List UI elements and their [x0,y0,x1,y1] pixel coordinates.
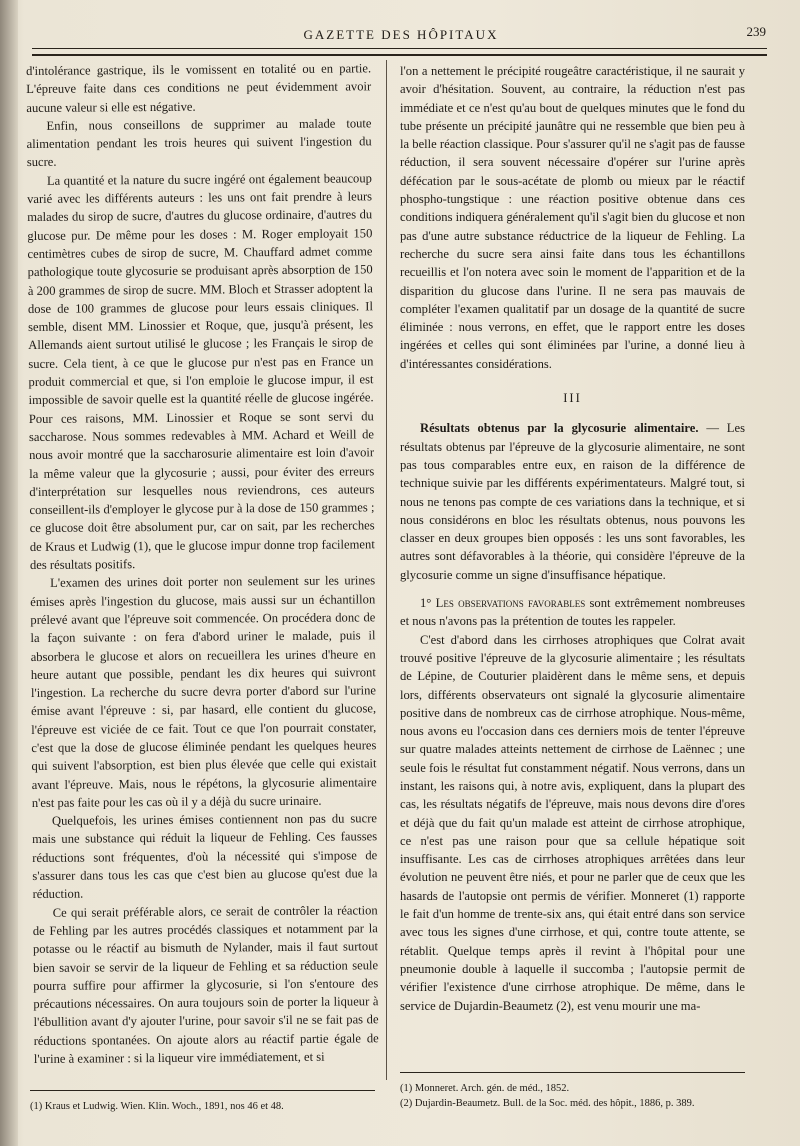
left-footnotes [30,1078,375,1114]
journal-title: GAZETTE DES HÔPITAUX [303,27,499,42]
running-head [30,24,772,46]
footnote: (1) Kraus et Ludwig. Wien. Klin. Woch., 1891, nos 46 et 48. [30,1101,284,1112]
footnote-rule [400,1072,745,1073]
section-number: III [563,391,582,406]
subsection-paragraph [400,594,745,631]
binding-shadow [0,0,18,1146]
section-paragraph [400,419,745,584]
section-heading: Résultats obtenus par la glycosurie alimentaire. [420,421,699,436]
subsection-text: sont extrêmement nombreuses et nous n'avons pas la prétention de toutes les rappeler. [400,596,745,629]
footnote: (1) Monneret. Arch. gén. de méd., 1852. [400,1083,570,1094]
footnote-rule [30,1090,375,1091]
paragraph: La quantité et la nature du sucre ingéré ont également beaucoup varié avec les différents auteurs : les uns ont fait prendre à leurs malades du sirop de sucre, d'autres du glucose ordinaire, d'autres du glucose pur. De même pour les doses : M. Roger employait 150 centimètres cubes de sirop de sucre, M. Chauffard admet comme pathologique toute glycosurie se produisant après absorption de 150 à 200 grammes de sirop de sucre. MM. Bloch et Strasser adoptent la dose de 100 grammes de glucose pour leurs essais cliniques. Il semble, disent MM. Linossier et Roque, que, jusqu'à présent, les Allemands aient surtout utilisé le glucose ; les Français le sirop de sucre. Cela tient, à ce que le glucose pur n'est pas en France un produit commercial et que, si l'on emploie le glucose impur, il est impossible de savoir quelle est la quantité réelle de glucose ingérée. Pour ces raisons, MM. Linossier et Roque se sont servi du saccharose. Nous sommes redevables à MM. Achard et Weill de nous avoir montré que la saccharosurie alimentaire est loin d'avoir la même valeur que la glycosurie ; aussi, pour éviter des erreurs d'interprétation sur lesquelles nous reviendrons, ces auteurs conseillent-ils d'employer le glycose pur à la dose de 150 grammes ; ce glucose doit être absolument pur, car on sait, par les recherches de Kraus et Ludwig (1), que le glucose impur donne trop facilement des résultats positifs. [27,171,375,572]
subsection-label: 1° Les observations favorables [420,596,586,611]
right-footnotes [400,1060,745,1111]
paragraph: C'est d'abord dans les cirrhoses atrophiques que Colrat avait trouvé positive l'épreuve de la glycosurie alimentaire ; les résultats de Lépine, de Couturier plaidèrent dans le même sens, et depuis lors, différents observateurs ont signalé la glycosurie alimentaire positive dans de nombreux cas de cirrhose atrophique. Nous-même, nous avons eu l'occasion dans ces derniers mois de tenter l'épreuve sur quatre malades atteints nettement de cirrhose de Laënnec ; une seule fois le résultat fut constamment négatif. Nous verrons, dans un instant, les raisons qui, à notre avis, expliquent, dans la plupart des cas, les résultats négatifs de l'épreuve, mais nous devons dire d'ores et déjà que du fait qu'un malade est atteint de cirrhose atrophique, ce n'est pas une raison pour que sa cellule hépatique soit insuffisante. Les cas de cirrhoses atrophiques arrêtées dans leur évolution ne peuvent être niés, et pour ne parler que de ceux que les hasards de l'autopsie ont permis de vérifier. Monneret (1) rapporte le fait d'un homme de trente-six ans, qui était entré dans son service avec tous les signes d'une cirrhose, et qui, contre toute attente, se rétablit. Quelque temps après il revint à l'hôpital pour une pneumonie double à laquelle il succomba ; l'autopsie permit de vérifier l'existence d'une cirrhose atrophique. De même, dans le service de Dujardin-Beaumetz (2), est venu mourir une ma- [400,632,745,1013]
column-divider [386,60,387,1080]
page-number: 239 [746,24,766,39]
paragraph: Ce qui serait préférable alors, ce serait de contrôler la réaction de Fehling par les autres procédés classiques et notamment par la potasse ou le réactif au bismuth de Nylander, mais il faut surtout bien savoir se servir de la liqueur de Fehling et sa réduction seule pourra suffire pour affirmer la glycosurie, si l'on s'entoure des précautions nécessaires. On aura toujours soin de porter la liqueur à l'ébullition avant d'y ajouter l'urine, pour savoir s'il ne se fait pas de réductions spontanées. On ajoute alors au réactif partie égale de l'urine à examiner : si la liqueur vire immédiatement, et si [32,902,379,1067]
paragraph: L'examen des urines doit porter non seulement sur les urines émises après l'ingestion du glucose, mais aussi sur un échantillon prélevé avant que l'épreuve soit commencée. On procédera donc de la façon suivante : on fera d'abord uriner le malade, puis il absorbera le glucose et alors on recueillera les urines d'heure en heure autant que possible, pendant les dix heures qui suivront l'ingestion. La recherche du sucre devra porter d'abord sur l'urine émise avant l'épreuve : si, par hasard, elle contient du glucose, l'épreuve est viciée de ce fait. Tout ce que l'on pourrait constater, c'est que la dose de glucose éliminée pendant les quelques heures qui suivent l'absorption, est bien plus élevée que celle qui existait avant l'épreuve. Mais, nous le répétons, la glycosurie alimentaire n'est pas faite pour les cas où il y a déjà du sucre urinaire. [30,573,377,810]
left-column [26,59,379,1068]
paragraph: Quelquefois, les urines émises contiennent non pas du sucre mais une substance qui réduit la liqueur de Fehling. Ces fausses réductions sont fréquentes, d'où la nécessité qui s'impose de s'assurer dans tous les cas que c'est bien au glucose qu'est due la réduction. [32,811,378,902]
header-rule-thick [32,54,767,56]
paragraph: l'on a nettement le précipité rougeâtre caractéristique, il ne saurait y avoir d'hésitation. Souvent, au contraire, la réduction n'est pas immédiate et ce n'est qu'au bout de quelques minutes que le fond du tube présente un précipité jaunâtre qui ne ressemble que bien peu à la belle réaction classique. Pour s'assurer qu'il ne s'agit pas de fausse réduction, il sera souvent nécessaire d'opérer sur l'urine après défécation par le sous-acétate de plomb ou mieux par le réactif phospho-tungstique : une réaction positive obtenue dans ces conditions indiquera généralement qu'il s'agit bien du glucose et non pas d'une autre substance réductrice de la liqueur de Fehling. La recherche du sucre sera ainsi faite dans tous les échantillons recueillis et l'on notera avec soin le moment de l'apparition et de la disparition du glucose dans l'urine. Il ne sera pas mauvais de compléter l'examen qualitatif par un dosage de la quantité de sucre éliminée : nous verrons, en effet, que le rapport entre les doses ingérées et celles qui sont éliminées par l'urine, a donné lieu à d'intéressantes considérations. [400,64,745,371]
header-rule-thin [32,48,767,49]
footnote: (2) Dujardin-Beaumetz. Bull. de la Soc. méd. des hôpit., 1886, p. 389. [400,1098,695,1109]
paragraph: d'intolérance gastrique, ils le vomissent en totalité ou en partie. L'épreuve faite dans ces conditions ne peut évidemment avoir aucune valeur si elle est négative. [26,61,372,115]
right-column [400,62,745,1015]
paragraph: Enfin, nous conseillons de supprimer au malade toute alimentation pendant les trois heures qui suivent l'ingestion du sucre. [26,116,372,170]
section-intro: — Les résultats obtenus par l'épreuve de la glycosurie alimentaire, ne sont pas tous comparables entre eux, en raison de la différence de technique suivie par les différents expérimentateurs. Malgré tout, si nous ne tenons pas compte de ces variations dans la technique, et si nous considérons en bloc les résultats obtenus, nous pouvons les classer en deux groupes bien opposés : les uns sont favorables, les autres sont défavorables à la théorie, qui considère l'épreuve de la glycosurie comme un signe d'insuffisance hépatique. [400,421,745,582]
